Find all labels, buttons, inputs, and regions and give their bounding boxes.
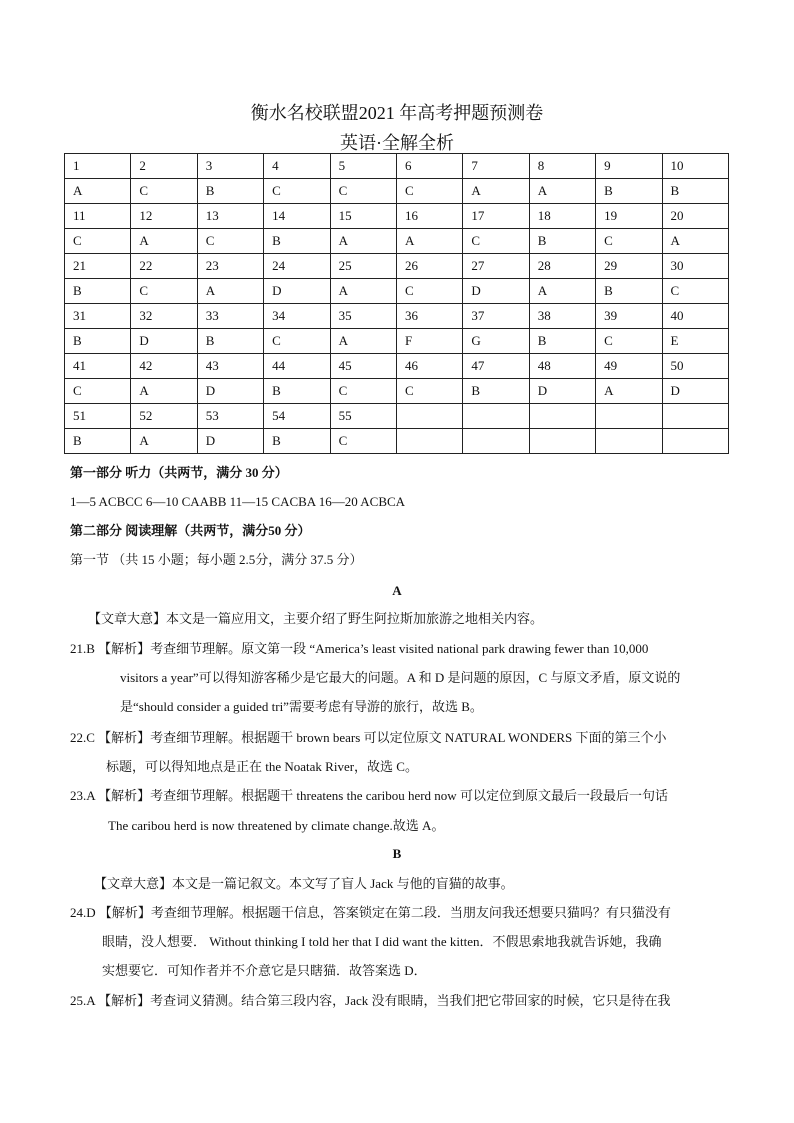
answer-cell: D [197, 429, 263, 454]
answer-cell: C [396, 379, 462, 404]
question-number-cell: 38 [529, 304, 595, 329]
question-number-cell: 3 [197, 154, 263, 179]
question-number-cell: 39 [596, 304, 662, 329]
passage-b-summary: 【文章大意】本文是一篇记叙文。本文写了盲人 Jack 与他的盲猫的故事。 [94, 876, 514, 891]
answer-cell: B [463, 379, 529, 404]
answer-cell: B [197, 179, 263, 204]
answer-cell: D [463, 279, 529, 304]
question-number-cell: 19 [596, 204, 662, 229]
question-number-cell: 23 [197, 254, 263, 279]
question-number-cell: 35 [330, 304, 396, 329]
answer-cell: A [131, 429, 197, 454]
answer-cell: A [330, 279, 396, 304]
answer-row [65, 229, 729, 254]
answer-cell: C [662, 279, 728, 304]
question-number-cell: 6 [396, 154, 462, 179]
answer-row [65, 279, 729, 304]
answer-cell: B [264, 229, 330, 254]
answer-cell: C [596, 329, 662, 354]
question-number-cell: 27 [463, 254, 529, 279]
question-number-row [65, 304, 729, 329]
question-number-cell: 51 [65, 404, 131, 429]
question-number-cell [396, 404, 462, 429]
q24-line: 眼睛，没人想要． Without thinking I told her that I did want the kitten．不假思索地我就告诉她，我确 [102, 934, 662, 949]
question-number-cell: 22 [131, 254, 197, 279]
question-number-cell: 40 [662, 304, 728, 329]
question-number-cell: 30 [662, 254, 728, 279]
question-number-cell: 16 [396, 204, 462, 229]
question-number-cell: 29 [596, 254, 662, 279]
question-number-cell: 42 [131, 354, 197, 379]
q21-line: visitors a year”可以得知游客稀少是它最大的问题。A 和 D 是问题的原因，C 与原文矛盾，原文说的 [120, 670, 681, 685]
question-number-cell [529, 404, 595, 429]
answer-cell: D [529, 379, 595, 404]
answer-cell: C [264, 329, 330, 354]
answer-cell: D [264, 279, 330, 304]
answer-cell: B [65, 279, 131, 304]
question-number-cell: 55 [330, 404, 396, 429]
question-number-cell [662, 404, 728, 429]
answer-cell: B [264, 429, 330, 454]
answer-cell: C [65, 229, 131, 254]
answer-cell: C [264, 179, 330, 204]
document-subtitle: 英语·全解全析 [340, 133, 454, 153]
question-number-cell [463, 404, 529, 429]
answer-cell: B [596, 179, 662, 204]
section1-heading: 第一节 （共 15 小题；每小题 2.5分，满分 37.5 分） [70, 552, 363, 567]
question-number-cell: 41 [65, 354, 131, 379]
answer-cell: C [330, 179, 396, 204]
answer-cell: D [197, 379, 263, 404]
passage-a-label: A [392, 583, 402, 598]
question-number-cell: 15 [330, 204, 396, 229]
answer-cell [529, 429, 595, 454]
answer-cell [662, 429, 728, 454]
answer-cell: A [65, 179, 131, 204]
question-number-cell: 43 [197, 354, 263, 379]
question-number-cell: 54 [264, 404, 330, 429]
answer-cell: B [264, 379, 330, 404]
question-number-row [65, 354, 729, 379]
question-number-cell: 17 [463, 204, 529, 229]
answer-cell: C [396, 179, 462, 204]
answer-cell: A [131, 379, 197, 404]
question-number-cell: 52 [131, 404, 197, 429]
answer-cell: C [330, 429, 396, 454]
question-number-cell: 28 [529, 254, 595, 279]
answer-cell: B [65, 429, 131, 454]
answer-cell: C [396, 279, 462, 304]
question-number-row [65, 404, 729, 429]
question-number-cell: 45 [330, 354, 396, 379]
answer-cell: C [596, 229, 662, 254]
question-number-cell: 34 [264, 304, 330, 329]
answer-cell: B [662, 179, 728, 204]
answer-cell: F [396, 329, 462, 354]
question-number-cell: 11 [65, 204, 131, 229]
answer-row [65, 379, 729, 404]
answer-cell [396, 429, 462, 454]
answer-cell: C [131, 179, 197, 204]
answer-cell: B [65, 329, 131, 354]
question-number-cell [596, 404, 662, 429]
question-number-cell: 48 [529, 354, 595, 379]
q23-line: The caribou herd is now threatened by climate change.故选 A。 [108, 818, 445, 833]
answer-cell: C [131, 279, 197, 304]
question-number-cell: 1 [65, 154, 131, 179]
question-number-cell: 18 [529, 204, 595, 229]
q23-line: 23.A 【解析】考查细节理解。根据题干 threatens the caribou herd now 可以定位到原文最后一段最后一句话 [70, 788, 668, 803]
question-number-cell: 32 [131, 304, 197, 329]
q24-line: 实想要它．可知作者并不介意它是只瞎猫．故答案选 D． [102, 963, 427, 978]
question-number-cell: 25 [330, 254, 396, 279]
answer-cell: B [197, 329, 263, 354]
answer-cell: D [131, 329, 197, 354]
question-number-cell: 13 [197, 204, 263, 229]
question-number-cell: 53 [197, 404, 263, 429]
question-number-cell: 20 [662, 204, 728, 229]
answer-cell [596, 429, 662, 454]
q25-line: 25.A 【解析】考查词义猜测。结合第三段内容，Jack 没有眼睛，当我们把它带回家的时候，它只是待在我 [70, 993, 671, 1008]
passage-b-label: B [392, 846, 402, 861]
question-number-cell: 26 [396, 254, 462, 279]
question-number-cell: 37 [463, 304, 529, 329]
answer-cell: C [330, 379, 396, 404]
question-number-cell: 49 [596, 354, 662, 379]
question-number-cell: 31 [65, 304, 131, 329]
answer-row [65, 329, 729, 354]
answer-cell: C [197, 229, 263, 254]
answer-cell: A [529, 179, 595, 204]
part1-heading: 第一部分 听力（共两节，满分 30 分） [70, 465, 288, 480]
question-number-cell: 33 [197, 304, 263, 329]
question-number-row [65, 154, 729, 179]
answer-cell: A [463, 179, 529, 204]
answer-cell: C [463, 229, 529, 254]
question-number-cell: 4 [264, 154, 330, 179]
answer-cell: E [662, 329, 728, 354]
answer-cell: A [396, 229, 462, 254]
question-number-cell: 7 [463, 154, 529, 179]
q22-line: 22.C 【解析】考查细节理解。根据题干 brown bears 可以定位原文 NATURAL WONDERS 下面的第三个小 [70, 730, 667, 745]
answer-cell: G [463, 329, 529, 354]
answer-cell: A [131, 229, 197, 254]
answer-cell: B [596, 279, 662, 304]
answer-cell: A [529, 279, 595, 304]
question-number-cell: 36 [396, 304, 462, 329]
question-number-cell: 14 [264, 204, 330, 229]
answer-cell: D [662, 379, 728, 404]
question-number-row [65, 254, 729, 279]
answer-table [64, 153, 729, 454]
question-number-cell: 9 [596, 154, 662, 179]
question-number-cell: 50 [662, 354, 728, 379]
answer-cell: A [662, 229, 728, 254]
answer-cell: C [65, 379, 131, 404]
q21-line: 21.B 【解析】考查细节理解。原文第一段 “America’s least visited national park drawing fewer than 10,000 [70, 641, 649, 656]
question-number-cell: 46 [396, 354, 462, 379]
answer-row [65, 179, 729, 204]
question-number-cell: 5 [330, 154, 396, 179]
question-number-cell: 47 [463, 354, 529, 379]
part2-heading: 第二部分 阅读理解（共两节，满分50 分） [70, 523, 311, 538]
part1-answers: 1—5 ACBCC 6—10 CAABB 11—15 CACBA 16—20 ACBCA [70, 494, 406, 509]
document-title: 衡水名校联盟2021 年高考押题预测卷 [250, 103, 544, 123]
answer-cell: A [330, 229, 396, 254]
question-number-cell: 24 [264, 254, 330, 279]
question-number-row [65, 204, 729, 229]
question-number-cell: 21 [65, 254, 131, 279]
question-number-cell: 10 [662, 154, 728, 179]
q24-line: 24.D 【解析】考查细节理解。根据题干信息，答案锁定在第二段．当朋友问我还想要只猫吗？有只猫没有 [70, 905, 671, 920]
q21-line: 是“should consider a guided tri”需要考虑有导游的旅行，故选 B。 [120, 699, 483, 714]
question-number-cell: 2 [131, 154, 197, 179]
answer-row [65, 429, 729, 454]
answer-cell: B [529, 229, 595, 254]
question-number-cell: 44 [264, 354, 330, 379]
question-number-cell: 12 [131, 204, 197, 229]
q22-line: 标题，可以得知地点是正在 the Noatak River，故选 C。 [106, 759, 418, 774]
answer-cell: A [197, 279, 263, 304]
passage-a-summary: 【文章大意】本文是一篇应用文，主要介绍了野生阿拉斯加旅游之地相关内容。 [88, 611, 544, 626]
answer-cell: A [330, 329, 396, 354]
answer-cell [463, 429, 529, 454]
question-number-cell: 8 [529, 154, 595, 179]
answer-cell: B [529, 329, 595, 354]
answer-cell: A [596, 379, 662, 404]
